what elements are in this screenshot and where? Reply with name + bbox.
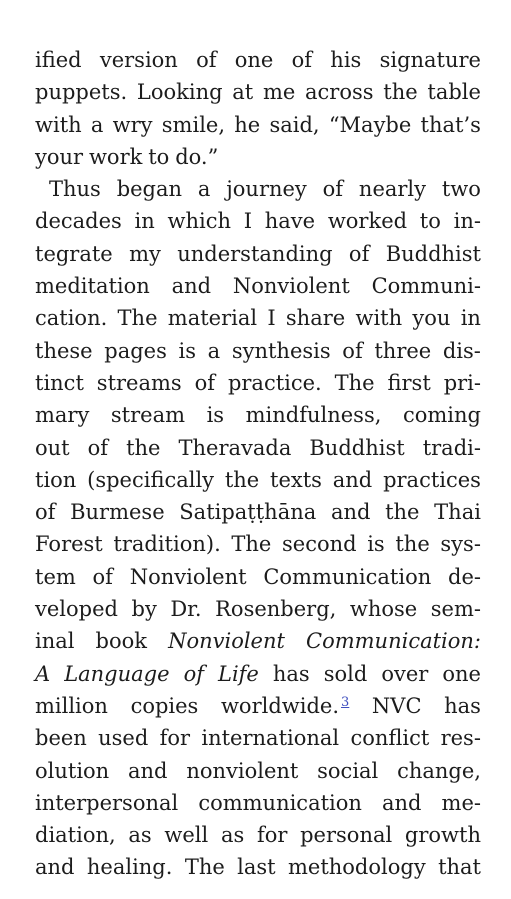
word: do.” <box>175 144 219 169</box>
word: last <box>237 855 276 880</box>
text-line <box>35 141 481 173</box>
text-line <box>35 335 481 367</box>
paragraph-1 <box>35 44 481 173</box>
word: communication <box>198 790 362 815</box>
word: share <box>285 306 346 331</box>
word: sys- <box>440 532 481 557</box>
italic-word: Communication: <box>306 629 481 654</box>
italic-word: Nonviolent <box>168 629 285 654</box>
word: ified <box>35 48 82 72</box>
word: has <box>272 661 310 686</box>
text-line <box>35 819 481 851</box>
word: diation, <box>35 823 116 848</box>
word: and <box>128 758 168 783</box>
word: with <box>355 306 403 331</box>
word: Theravada <box>178 435 292 460</box>
word: international <box>201 726 340 751</box>
text-line <box>35 593 481 625</box>
italic-word: of <box>183 661 204 686</box>
word: Burmese <box>70 500 165 525</box>
word: table <box>427 80 481 105</box>
word: Nonviolent <box>129 564 247 589</box>
text-line <box>35 464 481 496</box>
text-line <box>35 722 481 754</box>
word: Buddhist <box>309 435 405 460</box>
word: tradi- <box>422 435 481 460</box>
footnote-link[interactable]: 3 <box>341 694 350 710</box>
word-with-footnote <box>221 690 349 722</box>
text-line <box>35 399 481 431</box>
word: olution <box>35 758 110 783</box>
word: is <box>367 532 385 557</box>
word: with <box>35 112 82 137</box>
word: version <box>99 48 178 72</box>
word: two <box>441 177 481 202</box>
word: one <box>234 48 274 72</box>
word: been <box>35 726 87 751</box>
word: first <box>387 370 431 395</box>
word: of <box>196 48 217 72</box>
word: of <box>194 370 216 395</box>
word: three <box>374 338 432 363</box>
word: of <box>322 177 344 202</box>
word: a <box>90 112 104 137</box>
word: signature <box>379 48 481 72</box>
word: whose <box>349 597 418 622</box>
word: Buddhist <box>385 241 481 266</box>
text-line <box>35 690 481 722</box>
word: of <box>87 435 109 460</box>
word: mary <box>35 403 90 428</box>
word: of <box>35 500 56 525</box>
word: over <box>381 661 429 686</box>
word: texts <box>270 467 322 492</box>
word: in- <box>453 209 481 234</box>
word: methodology <box>287 855 426 880</box>
word: he <box>234 112 261 137</box>
word: the <box>385 500 420 525</box>
text-line <box>35 238 481 270</box>
word: the <box>383 80 418 105</box>
text-line <box>35 755 481 787</box>
word: for <box>159 726 191 751</box>
word: second <box>282 532 357 557</box>
word: (specifically <box>87 467 215 492</box>
word: and <box>171 274 212 299</box>
word: pri- <box>443 370 481 395</box>
book-page <box>35 44 481 884</box>
word: journey <box>226 177 307 202</box>
word: one <box>442 661 481 686</box>
word: Looking <box>136 80 223 105</box>
word: practices <box>383 467 481 492</box>
word: book <box>95 629 148 654</box>
italic-word: Language <box>64 661 170 686</box>
word: Thai <box>434 500 481 525</box>
paragraph-2 <box>35 173 481 884</box>
text-line <box>35 432 481 464</box>
word: Nonviolent <box>232 274 350 299</box>
word: I <box>243 209 253 234</box>
word: as <box>220 823 245 848</box>
word: I <box>267 306 276 331</box>
word: at <box>232 80 254 105</box>
word: cation. <box>35 306 108 331</box>
text-line <box>35 528 481 560</box>
word: the <box>395 532 430 557</box>
word: that <box>438 855 481 880</box>
word: as <box>128 823 152 848</box>
word: decades <box>35 209 122 234</box>
word: The <box>184 855 225 880</box>
italic-word: A <box>35 661 51 686</box>
word: copies <box>130 693 199 718</box>
text-line <box>35 496 481 528</box>
word: million <box>35 693 108 718</box>
word: of <box>348 241 370 266</box>
word: in <box>460 306 481 331</box>
word: his <box>330 48 362 72</box>
word: of <box>291 48 313 72</box>
word: my <box>129 241 161 266</box>
text-line <box>35 625 481 657</box>
word: a <box>197 177 211 202</box>
word: social <box>317 758 379 783</box>
word: the <box>126 435 161 460</box>
word: Thus <box>49 177 101 202</box>
word: well <box>164 823 209 848</box>
word: and <box>330 500 371 525</box>
word: nonviolent <box>186 758 299 783</box>
word: nearly <box>358 177 427 202</box>
word: me- <box>441 790 481 815</box>
word: synthesis <box>231 338 331 363</box>
word: is <box>178 338 197 363</box>
word: the <box>224 467 260 492</box>
word: has <box>444 693 481 718</box>
word: pages <box>104 338 167 363</box>
word: change, <box>397 758 481 783</box>
word: by <box>131 597 157 622</box>
word: growth <box>404 823 481 848</box>
word: used <box>98 726 149 751</box>
word: tion <box>35 467 77 492</box>
word: that’s <box>420 112 481 137</box>
word: which <box>167 209 232 234</box>
text-line <box>35 173 481 205</box>
word: a <box>207 338 221 363</box>
word: and <box>381 790 422 815</box>
word: smile, <box>161 112 226 137</box>
word: is <box>206 403 225 428</box>
word: Dr. <box>170 597 202 622</box>
text-line <box>35 109 481 141</box>
word: stream <box>110 403 186 428</box>
word: streams <box>96 370 182 395</box>
word: Satipaṭṭhāna <box>179 500 317 525</box>
word: tem <box>35 564 76 589</box>
word: for <box>256 823 288 848</box>
word: personal <box>300 823 393 848</box>
word: The <box>117 306 158 331</box>
word: Communication <box>263 564 432 589</box>
italic-word: Life <box>218 661 259 686</box>
word: these <box>35 338 93 363</box>
text-line <box>35 44 481 76</box>
word: and <box>332 467 373 492</box>
word: worldwide. <box>220 693 340 718</box>
text-line <box>35 270 481 302</box>
word: your <box>35 144 84 169</box>
word: and <box>35 855 75 880</box>
word: work <box>88 144 143 169</box>
word: worked <box>327 209 408 234</box>
word: Rosenberg, <box>215 597 337 622</box>
word: “Maybe <box>328 112 412 137</box>
word: wry <box>112 112 153 137</box>
text-line <box>35 851 481 883</box>
word: Communi- <box>371 274 481 299</box>
word: began <box>116 177 183 202</box>
word: of <box>92 564 113 589</box>
word: de- <box>448 564 481 589</box>
word: out <box>35 435 70 460</box>
word: puppets. <box>35 80 128 105</box>
text-line <box>35 658 481 690</box>
text-line <box>35 76 481 108</box>
text-line <box>35 561 481 593</box>
word: of <box>342 338 363 363</box>
text-line <box>35 205 481 237</box>
word: res- <box>440 726 481 751</box>
word: mindfulness, <box>245 403 382 428</box>
word: practice. <box>227 370 322 395</box>
word: in <box>134 209 155 234</box>
word: Forest <box>35 532 103 557</box>
word: NVC <box>371 693 422 718</box>
word: sem- <box>430 597 481 622</box>
word: tinct <box>35 370 84 395</box>
word: meditation <box>35 274 150 299</box>
word: sold <box>323 661 368 686</box>
word: interpersonal <box>35 790 179 815</box>
word: healing. <box>86 855 173 880</box>
word: to <box>419 209 441 234</box>
word: inal <box>35 629 75 654</box>
word: you <box>412 306 451 331</box>
word: dis- <box>442 338 481 363</box>
word: tegrate <box>35 241 113 266</box>
word: material <box>167 306 258 331</box>
word: me <box>262 80 296 105</box>
word: understanding <box>177 241 333 266</box>
word: have <box>264 209 316 234</box>
word: conflict <box>350 726 430 751</box>
text-line <box>35 367 481 399</box>
word: to <box>148 144 170 169</box>
word: tradition). <box>113 532 221 557</box>
text-line <box>35 302 481 334</box>
word: across <box>305 80 374 105</box>
word: veloped <box>35 597 118 622</box>
word: said, <box>269 112 320 137</box>
word: The <box>231 532 272 557</box>
text-line <box>35 787 481 819</box>
word: coming <box>402 403 481 428</box>
word: The <box>334 370 375 395</box>
